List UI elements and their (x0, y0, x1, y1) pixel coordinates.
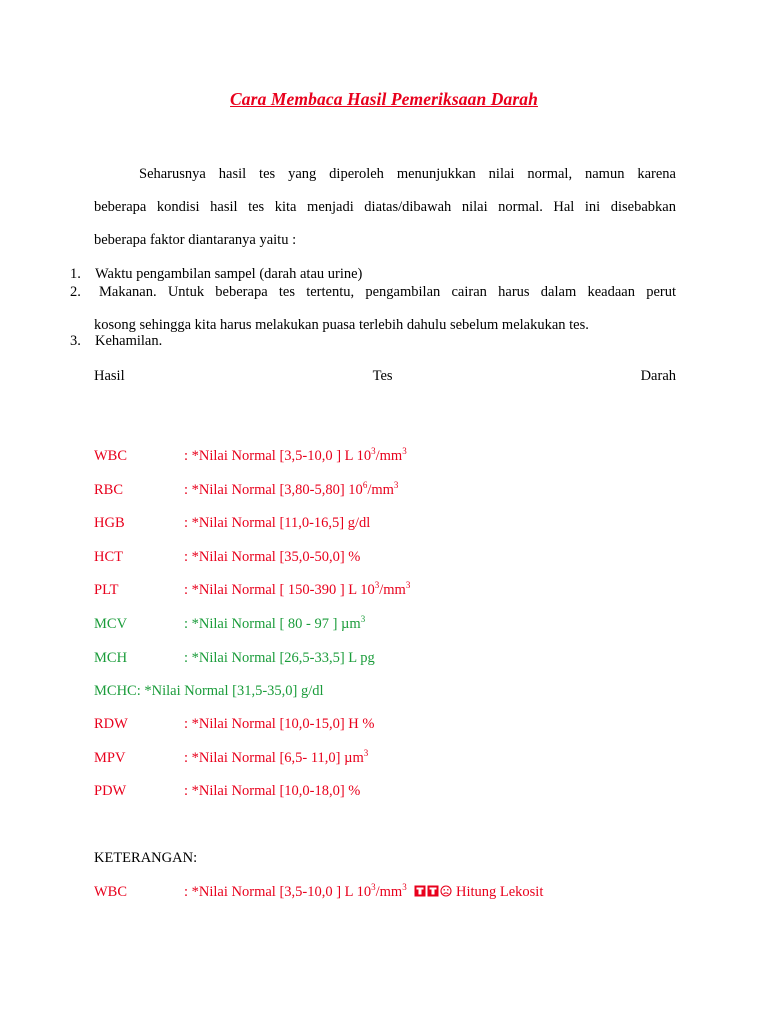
unit-text: /mm (379, 582, 406, 598)
list-text-continuation: kosong sehingga kita harus melakukan puasa terlebih dahulu sebelum melakukan tes. (94, 317, 589, 333)
list-item (70, 333, 676, 351)
test-row (94, 549, 360, 566)
test-code: MCH (94, 650, 128, 666)
intro-line-1: Seharusnya hasil tes yang diperoleh menunjukkan nilai normal, namun karena (139, 166, 676, 182)
test-code: MPV (94, 750, 126, 766)
test-normal-range: : *Nilai Normal [10,0-18,0] % (184, 783, 361, 799)
superscript: 6 (362, 480, 368, 490)
superscript: 3 (371, 446, 376, 456)
test-normal-range: : *Nilai Normal [3,80-5,80] 10 (184, 482, 363, 498)
keterangan-description: Hitung Lekosit (452, 884, 544, 900)
heading-word: Darah (640, 368, 676, 384)
unit-text: /mm (375, 884, 403, 900)
test-code: MCHC: *Nilai Normal [31,5-35,0] g/dl (94, 683, 324, 699)
superscript: 3 (371, 882, 376, 892)
intro-line-2: beberapa kondisi hasil tes kita menjadi diatas/dibawah nilai normal. Hal ini disebabkan (94, 199, 676, 215)
test-code: WBC (94, 884, 128, 900)
list-text: Kehamilan. (95, 333, 163, 349)
test-row (94, 650, 375, 667)
test-row (94, 582, 410, 599)
test-code: WBC (94, 448, 128, 464)
list-number: 2. (70, 284, 81, 300)
test-normal-range: : *Nilai Normal [26,5-33,5] L pg (184, 650, 375, 666)
test-code: RDW (94, 716, 128, 732)
list-text: Makanan. Untuk beberapa tes tertentu, pengambilan cairan harus dalam keadaan perut (99, 284, 676, 300)
test-normal-range: : *Nilai Normal [3,5-10,0 ] L 10 (184, 448, 372, 464)
frown-icon (440, 885, 452, 897)
test-code: PLT (94, 582, 119, 598)
phone-box-icon (427, 885, 439, 897)
phone-box-icon (414, 885, 426, 897)
keterangan-label: KETERANGAN: (94, 850, 198, 866)
test-normal-range: : *Nilai Normal [3,5-10,0 ] L 10 (184, 884, 372, 900)
superscript: 3 (374, 580, 380, 590)
test-normal-range: : *Nilai Normal [ 80 - 97 ] µm (184, 616, 361, 632)
test-row (94, 716, 374, 733)
keterangan-row (94, 884, 543, 901)
test-code: HGB (94, 515, 125, 531)
test-row (94, 448, 407, 465)
test-code: MCV (94, 616, 128, 632)
test-normal-range: : *Nilai Normal [35,0-50,0] % (184, 549, 361, 565)
unit-text: /mm (367, 482, 394, 498)
list-text: Waktu pengambilan sampel (darah atau urine) (95, 266, 363, 282)
test-normal-range: : *Nilai Normal [6,5- 11,0] µm (184, 750, 364, 766)
document-title: Cara Membaca Hasil Pemeriksaan Darah (230, 89, 538, 109)
section-heading (94, 368, 676, 385)
heading-word: Tes (372, 368, 393, 384)
list-number: 3. (70, 333, 81, 349)
test-normal-range: : *Nilai Normal [11,0-16,5] g/dl (184, 515, 371, 531)
test-row (94, 482, 398, 499)
superscript: 3 (393, 480, 399, 490)
test-code: PDW (94, 783, 127, 799)
intro-paragraph (94, 158, 676, 257)
superscript: 3 (405, 580, 411, 590)
test-code: RBC (94, 482, 124, 498)
test-normal-range: : *Nilai Normal [10,0-15,0] H % (184, 716, 375, 732)
superscript: 3 (402, 882, 407, 892)
test-row (94, 683, 324, 700)
superscript: 3 (360, 614, 366, 624)
heading-word: Hasil (94, 368, 125, 384)
superscript: 3 (402, 446, 407, 456)
list-item (70, 266, 676, 284)
list-number: 1. (70, 266, 81, 282)
list-item (70, 284, 676, 336)
unit-text: /mm (375, 448, 403, 464)
test-normal-range: : *Nilai Normal [ 150-390 ] L 10 (184, 582, 375, 598)
test-code: HCT (94, 549, 123, 565)
test-row (94, 783, 360, 800)
intro-line-3: beberapa faktor diantaranya yaitu : (94, 232, 297, 248)
test-row (94, 750, 368, 767)
test-row (94, 515, 370, 532)
test-row (94, 616, 365, 633)
superscript: 3 (363, 748, 369, 758)
